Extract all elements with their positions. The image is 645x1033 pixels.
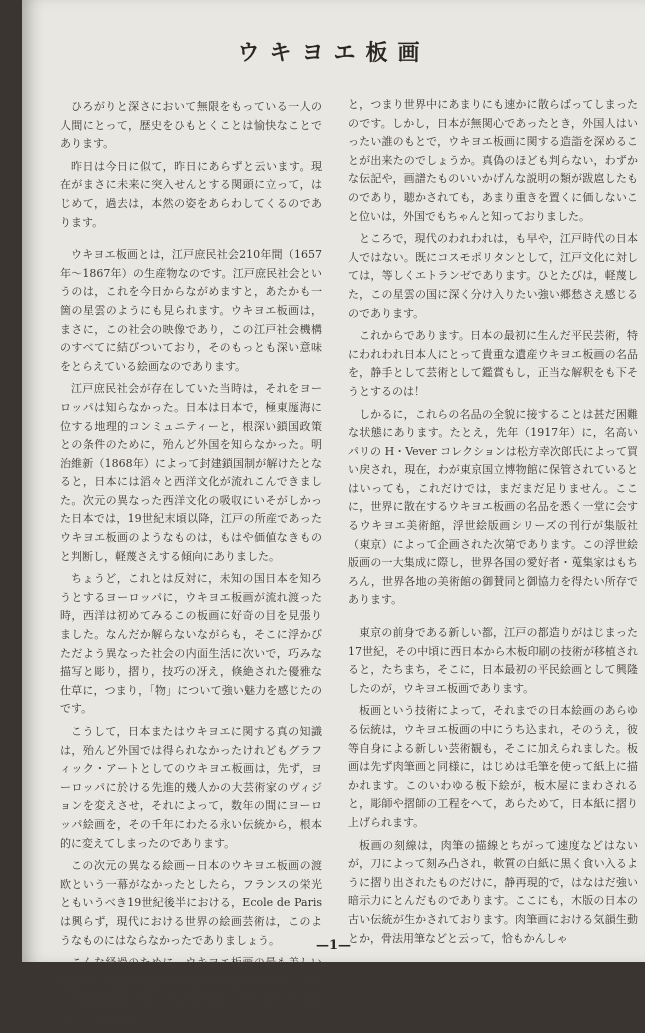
left-column [60, 98, 322, 1033]
book-page [22, 0, 645, 1025]
paragraph: 江戸庶民社会が存在していた当時は，それをヨーロッパは知らなかった。日本は日本で，極東厖海に位する地理的コンミュニティーと，根深い鎖国政策との条件のために，殆んど外国を知らなかった。明治維新（1868年）によって封建鎖国制が解けたとなると，日本には滔々と西洋文化が流れこんできました。次元の異なった西洋文化の吸収にいそがしかった日本では，19世紀末頃以降，江戸の所産であったウキヨエ板画のようなものは，もはや価値なきものと判断し，軽蔑さえする傾向にありました。 [60, 382, 322, 563]
paragraph: ちょうど，これとは反対に，未知の国日本を知ろうとするヨーロッパに，ウキヨエ板画が流れ渡った時，西洋は初めてみるこの板画に好奇の目を見張りました。なんだか解らないながらも，そこに浮かびただよう異なった社会の内面生活に次いで，巧みな描写と彫り，摺り，技巧の冴え，倏絶された優雅な仕草に，つまり，「物」について強い魅力を感じたのです。 [60, 572, 322, 716]
page-title: ウキヨエ板画 [237, 40, 430, 66]
paragraph: 板画という技術によって，それまでの日本絵画のあらゆる伝統は，ウキヨエ板画の中にうち込まれ，そのうえ，彼等自身による新しい芸術観も，そこに加えられました。板画は先ず肉筆画と同様に，はじめは毛筆を使って紙上に描かれます。このいわゆる板下絵が，板木屋にまわされると，彫師や摺師の工程をへて，あらためて，日本紙に摺り上げられます。 [348, 704, 638, 829]
paragraph: ところで，現代のわれわれは，も早や，江戸時代の日本人ではない。既にコスモポリタンとして，江戸文化に対しては，等しくエトランゼであります。ひとたびは，軽蔑した，この星雲の国に深く分け入りたい強い郷愁さえ感じるのであります。 [348, 232, 638, 320]
paragraph: 板画の刻線は，肉筆の描線とちがって速度などはないが，刀によって刻み凸され，軟質の白紙に黒く食い入るように摺り出されたものだけに，静再現的で，はなはだ強い暗示力にとんだものであります。ここにも，木版の日本の古い伝統が生かされております。肉筆画における気韻生動とか，骨法用筆などと云って，恰もかんしゃ [348, 838, 638, 945]
paragraph: この次元の異なる絵画ー日本のウキヨエ板画の渡欧という一幕がなかったとしたら，フランスの栄光ともいうべき19世紀後半における，Ecole de Paris は興らず，現代における世界の絵画芸術は，このようなものにはならなかったでありましょう。 [60, 859, 322, 947]
paragraph: と，つまり世界中にあまりにも速かに散らばってしまったのです。しかし，日本が無関心であったとき，外国人はいったい誰のもとで，ウキヨエ板画に関する造詣を深めることが出来たのでしょうか。真偽のほども判らない，わずかな伝記や，画譜たものいいかげんな説明の類が跋扈したものであり，聴かされても，あまり重きを置くに価しないこと位いは，外国でもちゃんと知っておりました。 [348, 98, 638, 223]
paragraph: こうして，日本またはウキヨエに関する真の知識は，殆んど外国では得られなかったけれどもグラフィック・アートとしてのウキヨエ板画は，先ず，ヨーロッパに於ける先進的幾人かの大芸術家のヴィジョンを変えさせ，それによって，数年の間にヨーロッパ絵画を，その千年にわたる永い伝統から，根本的に変えてしまったのであります。 [60, 725, 322, 850]
paragraph: 東京の前身である新しい都，江戸の都造りがはじまった17世紀，その中頃に西日本から木板印刷の技術が移植されると，たちまち，そこに，日本最初の平民絵画として興隆したのが，ウキヨエ板画であります。 [348, 626, 638, 695]
paragraph: ウキヨエ板画とは，江戸庶民社会210年間（1657年〜1867年）の生産物なのです。江戸庶民社会というのは，これを今日からながめますと，あたかも一箇の星雲のようにも見られます。ウキヨエ板画は，まさに，この社会の映像であり，この江戸社会機構のすべてに結びついており，そのもっとも深い意味をとらえている絵画なのであります。 [60, 248, 322, 373]
paragraph: こんな経過のために，ウキヨエ板画の最も美しい部分が，開国以後まもない30年ばかりの間に，フランスを初めヨーロッパの各地に，つづいてイギリス，アメリカへ [60, 956, 322, 1025]
right-column [348, 96, 638, 952]
page-number: —1— [315, 938, 352, 953]
paragraph: 昨日は今日に似て，昨日にあらずと云います。現在がまさに未来に突入せんとする関頭に立って，はじめて，過去は，本然の姿をあらわしてくるのであります。 [60, 159, 322, 229]
paragraph: これからであります。日本の最初に生んだ平民芸術，特にわれわれ日本人にとって貴重な遺産ウキヨエ板画の名品を，静手として芸術として鑑賞もし，正当な解釈をも下そうとするのは！ [348, 329, 638, 398]
paragraph: ひろがりと深さにおいて無限をもっている一人の人間にとって，歴史をひもとくことは愉快なことであります。 [60, 100, 322, 151]
paragraph: しかるに，これらの名品の全貌に接することは甚だ困難な状態にあります。たとえ，先年（1917年）に，名高いパリの H・Vever コレクションは松方幸次郎氏によって買い戻され，現在，わが東京国立博物館に保管されているとはいっても，これだけでは，まだまだ足りません。ここに，世界に散在するウキヨエ板画の名品を悉く一堂に会するウキヨエ美術館，浮世絵版画シリーズの刊行が集版社（東京）によって企画された次第であります。この浮世絵版画の一大集成に際し，世界各国の愛好者・蒐集家はもちろん，世界各地の美術館の御賛同と御協力を得たい所存であります。 [348, 407, 638, 607]
